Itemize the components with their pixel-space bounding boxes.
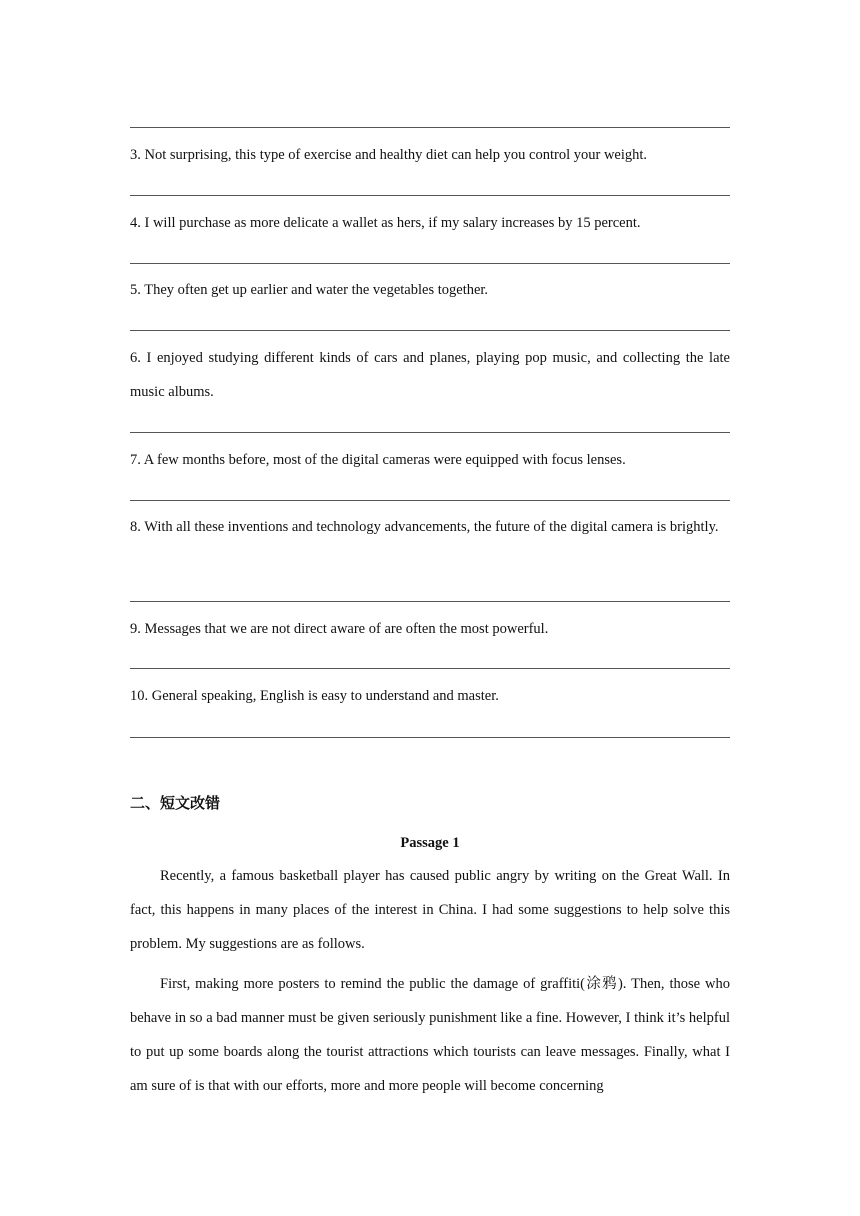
passage-paragraph-2: First, making more posters to remind the public the damage of graffiti(涂鸦). Then, those who behave in so a bad manner must be given seriously punishment like a fine. However, I think it’s helpful to put up some boards along the tourist attractions which tourists can leave messages. Finally, what I am sure of is that with our efforts, more and more people will become concerning: [130, 976, 730, 1094]
answer-line: [130, 668, 730, 669]
exercise-6: 6. I enjoyed studying different kinds of cars and planes, playing pop music, and collecting the late music albums.: [130, 350, 730, 400]
answer-line: [130, 127, 730, 128]
exercise-4: 4. I will purchase as more delicate a wallet as hers, if my salary increases by 15 percent.: [130, 215, 641, 231]
exercise-3: 3. Not surprising, this type of exercise and healthy diet can help you control your weight.: [130, 147, 648, 163]
answer-line: [130, 263, 730, 264]
exercise-8: 8. With all these inventions and technology advancements, the future of the digital camera is brightly.: [130, 519, 719, 535]
answer-line: [130, 737, 730, 738]
exercise-7: 7. A few months before, most of the digital cameras were equipped with focus lenses.: [130, 452, 626, 468]
exercise-9: 9. Messages that we are not direct aware of are often the most powerful.: [130, 621, 549, 637]
passage-title: Passage 1: [400, 835, 460, 851]
exercise-10: 10. General speaking, English is easy to understand and master.: [130, 688, 499, 704]
section-heading: 二、短文改错: [130, 794, 221, 812]
answer-line: [130, 500, 730, 501]
exercise-5: 5. They often get up earlier and water the vegetables together.: [130, 282, 489, 298]
answer-line: [130, 195, 730, 196]
answer-line: [130, 330, 730, 331]
document-page: [130, 0, 730, 1216]
passage-paragraph-1: Recently, a famous basketball player has caused public angry by writing on the Great Wall. In fact, this happens in many places of the interest in China. I had some suggestions to help solve this problem. My suggestions are as follows.: [130, 868, 730, 952]
answer-line: [130, 601, 730, 602]
answer-line: [130, 432, 730, 433]
